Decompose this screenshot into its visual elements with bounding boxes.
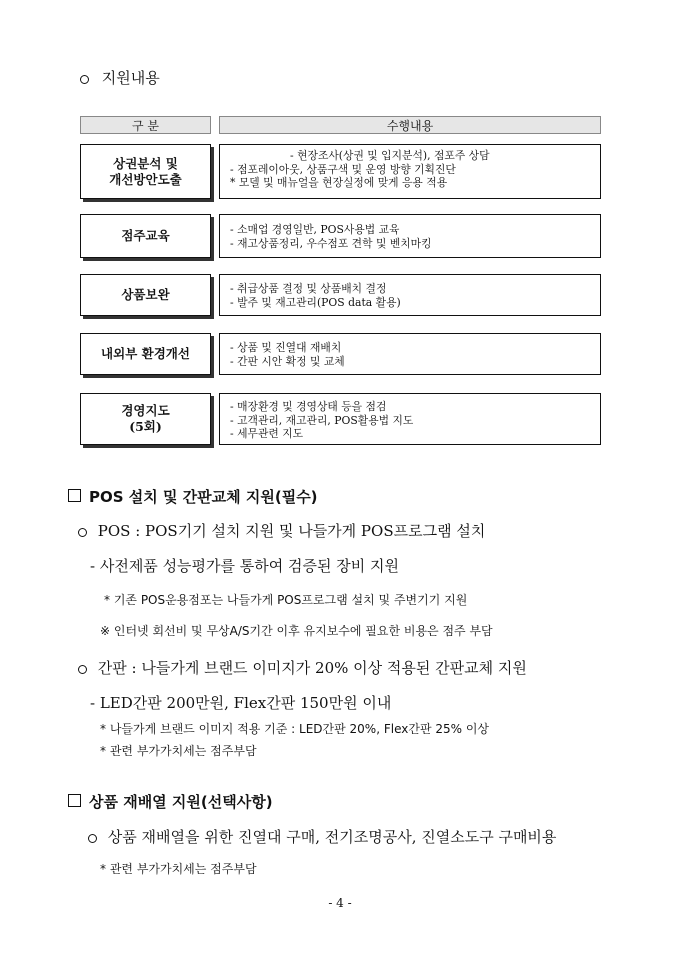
table-row-category: 상품보완 (80, 274, 211, 316)
pos-section-title: POS 설치 및 간판교체 지원(필수) (68, 486, 318, 507)
table-row-details: - 현장조사(상권 및 입지분석), 점포주 상담 - 점포레이아웃, 상품구색 및 운영 방향 기획진단 * 모델 및 매뉴얼을 현장실정에 맞게 응용 적용 (219, 144, 601, 199)
display-note: * 관련 부가가치세는 점주부담 (100, 862, 257, 876)
table-row-category: 내외부 환경개선 (80, 333, 211, 375)
table-row-details: - 매장환경 및 경영상태 등을 점검 - 고객관리, 재고관리, POS활용법 지도 - 세무관련 지도 (219, 393, 601, 445)
table-row-details: - 소매업 경영일반, POS사용법 교육 - 재고상품정리, 우수점포 견학 및 벤치마킹 (219, 214, 601, 258)
table-header-details: 수행내용 (219, 116, 601, 134)
table-row-details: - 상품 및 진열대 재배치 - 간판 시안 확정 및 교체 (219, 333, 601, 375)
intro-heading-text: 지원내용 (101, 69, 160, 87)
sign-sub: - LED간판 200만원, Flex간판 150만원 이내 (90, 694, 392, 712)
table-row-details: - 취급상품 결정 및 상품배치 결정 - 발주 및 재고관리(POS data 활용) (219, 274, 601, 316)
circle-bullet-icon (78, 665, 87, 674)
circle-bullet-icon (78, 528, 87, 537)
intro-heading (80, 67, 160, 88)
pos-note-2: ※ 인터넷 회선비 및 무상A/S기간 이후 유지보수에 필요한 비용은 점주 부담 (100, 624, 493, 638)
checkbox-square-icon (68, 794, 81, 807)
display-line: 상품 재배열을 위한 진열대 구매, 전기조명공사, 진열소도구 구매비용 (88, 826, 556, 847)
circle-bullet-icon (80, 75, 89, 84)
sign-line: 간판 : 나들가게 브랜드 이미지가 20% 이상 적용된 간판교체 지원 (78, 657, 527, 678)
sign-note-1: * 나들가게 브랜드 이미지 적용 기준 : LED간판 20%, Flex간판 25% 이상 (100, 722, 490, 736)
table-row-category: 경영지도 (5회) (80, 393, 211, 445)
pos-note-1: * 기존 POS운용점포는 나들가게 POS프로그램 설치 및 주변기기 지원 (104, 593, 468, 607)
pos-sub: - 사전제품 성능평가를 통하여 검증된 장비 지원 (90, 557, 399, 575)
table-row-category: 점주교육 (80, 214, 211, 258)
sign-note-2: * 관련 부가가치세는 점주부담 (100, 744, 257, 758)
display-section-title: 상품 재배열 지원(선택사항) (68, 791, 273, 812)
pos-line: POS : POS기기 설치 지원 및 나들가게 POS프로그램 설치 (78, 520, 485, 541)
circle-bullet-icon (88, 834, 97, 843)
table-header-category: 구 분 (80, 116, 211, 134)
checkbox-square-icon (68, 489, 81, 502)
table-row-category: 상권분석 및 개선방안도출 (80, 144, 211, 199)
page-number: - 4 - (328, 896, 352, 910)
